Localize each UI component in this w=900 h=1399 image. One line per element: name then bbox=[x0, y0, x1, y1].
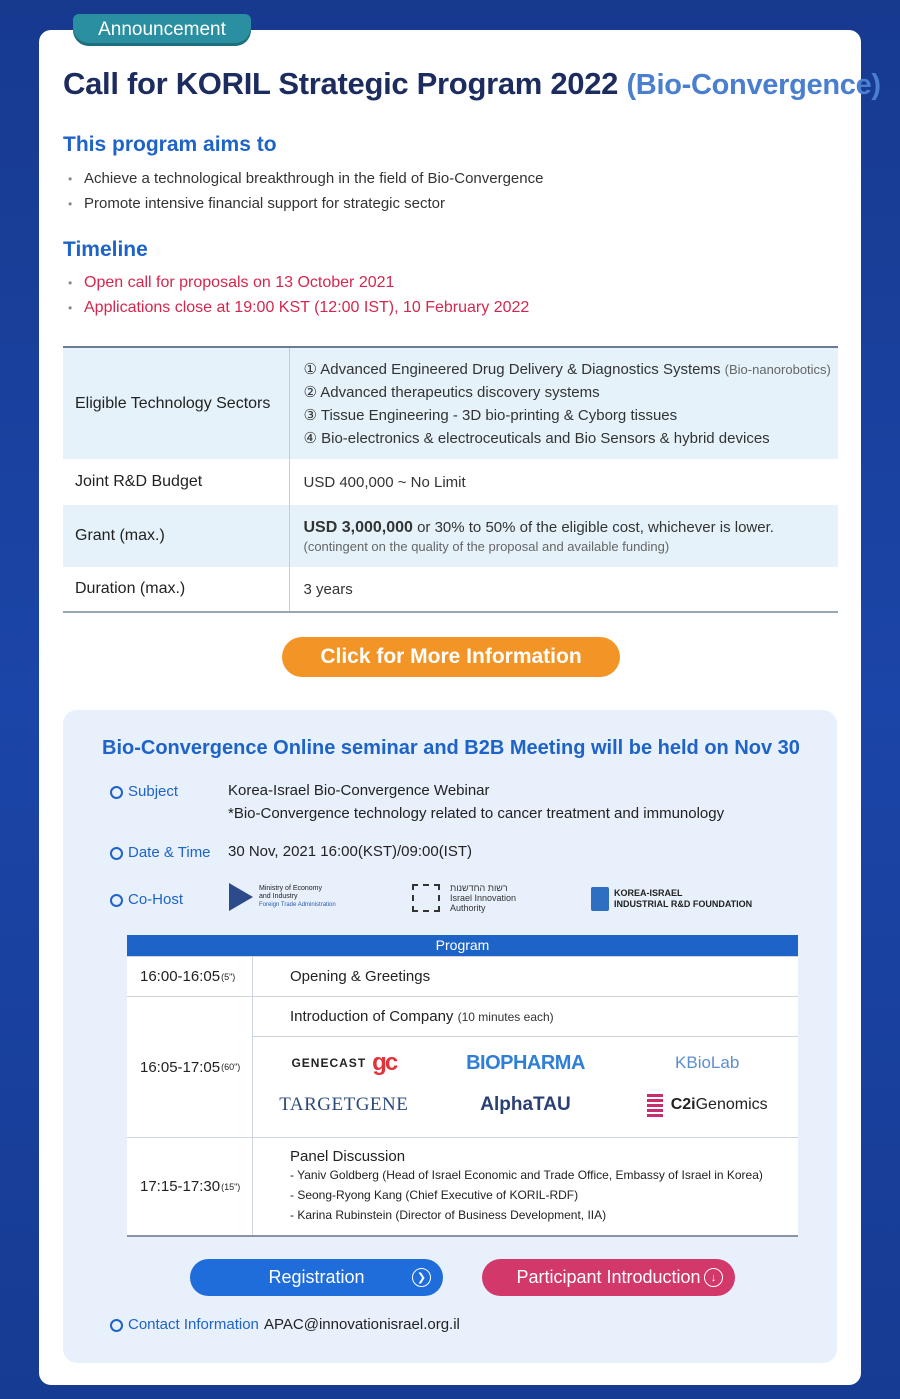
program-heading: Program bbox=[127, 935, 798, 956]
sector-text: ① Advanced Engineered Drug Delivery & Diagnostics Systems bbox=[303, 360, 721, 378]
c2i-logo-icon bbox=[647, 1093, 663, 1117]
koril-line: KOREA-ISRAEL bbox=[614, 888, 683, 898]
time-duration: (60") bbox=[221, 1062, 241, 1072]
time-text: 16:00-16:05 bbox=[140, 968, 221, 985]
program-item: Opening & Greetings bbox=[290, 968, 431, 985]
genecast-mark: gc bbox=[372, 1049, 397, 1076]
intro-title bbox=[290, 997, 798, 1036]
mote-line: and Industry bbox=[259, 893, 298, 900]
c2i-bold: C2i bbox=[670, 1096, 696, 1113]
c2i-logo bbox=[616, 1091, 798, 1119]
participant-label: Participant Introduction bbox=[516, 1267, 701, 1287]
iia-logo bbox=[412, 883, 516, 913]
program-item bbox=[253, 997, 798, 1137]
subject-line: Korea-Israel Bio-Convergence Webinar bbox=[228, 782, 490, 799]
kbiolab-logo: KBioLab bbox=[675, 1053, 740, 1072]
sector-item: ③ Tissue Engineering - 3D bio-printing & Cyborg tissues bbox=[303, 406, 678, 424]
contact-email[interactable]: APAC@innovationisrael.org.il bbox=[264, 1316, 460, 1333]
mote-logo-text bbox=[259, 885, 336, 909]
contact-label: Contact Information bbox=[110, 1316, 259, 1333]
c2i-rest: Genomics bbox=[695, 1096, 768, 1113]
alphatau-logo: AlphaTAU bbox=[480, 1094, 571, 1115]
program-row bbox=[127, 956, 798, 996]
mote-line: Foreign Trade Administration bbox=[259, 902, 336, 908]
grant-label: Grant (max.) bbox=[63, 505, 289, 567]
timeline-item: • Open call for proposals on 13 October 2021 bbox=[68, 271, 529, 296]
grant-amount: USD 3,000,000 bbox=[303, 518, 413, 536]
registration-button[interactable] bbox=[190, 1259, 443, 1296]
genecast-text: GENECAST bbox=[291, 1056, 367, 1070]
subject-line: *Bio-Convergence technology related to cancer treatment and immunology bbox=[228, 805, 725, 822]
cohost-label: Co-Host bbox=[110, 891, 183, 908]
budget-row bbox=[63, 459, 838, 505]
timeline-list bbox=[68, 271, 529, 320]
iia-logo-text bbox=[450, 883, 516, 913]
sector-item: ④ Bio-electronics & electroceuticals and Bio Sensors & hybrid devices bbox=[303, 429, 770, 447]
aims-list bbox=[68, 167, 543, 216]
program-time bbox=[127, 997, 253, 1137]
subject-value bbox=[228, 779, 724, 825]
chevron-right-icon: ❯ bbox=[412, 1268, 431, 1287]
biopharma-logo: BIOPHARMA bbox=[466, 1051, 585, 1074]
seminar-title: Bio-Convergence Online seminar and B2B Meeting will be held on Nov 30 bbox=[102, 737, 800, 759]
more-info-button[interactable]: Click for More Information bbox=[282, 637, 620, 677]
program-row bbox=[127, 1137, 798, 1235]
intro-note: (10 minutes each) bbox=[457, 1009, 554, 1024]
mote-line: Ministry of Economy bbox=[259, 885, 323, 892]
program-table bbox=[127, 935, 798, 1237]
company-logos bbox=[253, 1036, 798, 1131]
panelist: - Yaniv Goldberg (Head of Israel Economic and Trade Office, Embassy of Israel in Korea) bbox=[290, 1168, 763, 1182]
time-duration: (5") bbox=[221, 971, 236, 982]
title-main: Call for KORIL Strategic Program 2022 bbox=[63, 66, 619, 101]
aims-heading: This program aims to bbox=[63, 133, 277, 156]
duration-row bbox=[63, 567, 838, 612]
timeline-heading: Timeline bbox=[63, 238, 148, 261]
grant-rest: or 30% to 50% of the eligible cost, whichever is lower. bbox=[412, 518, 774, 536]
iia-line: Authority bbox=[450, 903, 486, 913]
arrow-down-icon: ↓ bbox=[704, 1268, 723, 1287]
budget-label: Joint R&D Budget bbox=[63, 459, 289, 505]
program-time bbox=[127, 1138, 253, 1235]
koril-line: INDUSTRIAL R&D FOUNDATION bbox=[614, 899, 753, 909]
koril-logo-icon bbox=[591, 887, 609, 911]
sector-item: ② Advanced therapeutics discovery systems bbox=[303, 383, 600, 401]
participant-introduction-button[interactable] bbox=[482, 1259, 735, 1296]
sectors-row bbox=[63, 347, 838, 459]
sector-item bbox=[304, 358, 839, 381]
sectors-value bbox=[289, 347, 838, 459]
duration-label: Duration (max.) bbox=[63, 567, 289, 612]
time-duration: (15") bbox=[221, 1181, 241, 1192]
panelist-list bbox=[290, 1165, 798, 1225]
iia-logo-icon bbox=[412, 884, 440, 912]
budget-value: USD 400,000 ~ No Limit bbox=[303, 473, 466, 491]
aims-item: • Promote intensive financial support for strategic sector bbox=[68, 192, 543, 217]
aims-item: • Achieve a technological breakthrough in the field of Bio-Convergence bbox=[68, 167, 543, 192]
date-value: 30 Nov, 2021 16:00(KST)/09:00(IST) bbox=[228, 843, 473, 860]
grant-value bbox=[289, 505, 838, 567]
sector-note: (Bio-nanorobotics) bbox=[724, 361, 831, 377]
program-time bbox=[127, 957, 253, 996]
announcement-tag: Announcement bbox=[73, 14, 251, 46]
program-row bbox=[127, 996, 798, 1137]
panelist: - Karina Rubinstein (Director of Business Development, IIA) bbox=[290, 1208, 607, 1222]
registration-label: Registration bbox=[268, 1267, 365, 1287]
program-item bbox=[253, 1138, 798, 1235]
time-text: 16:05-17:05 bbox=[140, 1058, 221, 1076]
sectors-label: Eligible Technology Sectors bbox=[63, 347, 289, 459]
mote-logo-icon bbox=[229, 883, 253, 911]
koril-logo-text bbox=[614, 888, 752, 910]
intro-title-text: Introduction of Company bbox=[290, 1008, 454, 1025]
iia-line: Israel Innovation bbox=[450, 893, 517, 903]
iia-line: רשות החדשנות bbox=[450, 883, 508, 893]
duration-value: 3 years bbox=[303, 580, 353, 598]
targetgene-logo: TARGETGENE bbox=[279, 1094, 409, 1115]
genecast-logo bbox=[253, 1049, 435, 1077]
panelist: - Seong-Ryong Kang (Chief Executive of KORIL-RDF) bbox=[290, 1188, 579, 1202]
subject-label: Subject bbox=[110, 783, 178, 800]
grant-row bbox=[63, 505, 838, 567]
mote-logo bbox=[229, 883, 336, 911]
page-title bbox=[63, 66, 881, 102]
timeline-item: • Applications close at 19:00 KST (12:00 IST), 10 February 2022 bbox=[68, 296, 529, 321]
title-sub: (Bio-Convergence) bbox=[626, 69, 881, 101]
koril-logo bbox=[591, 887, 752, 911]
program-info-table bbox=[63, 346, 838, 613]
panel-title: Panel Discussion bbox=[290, 1148, 406, 1165]
grant-note: (contingent on the quality of the proposal and available funding) bbox=[303, 538, 670, 554]
date-label: Date & Time bbox=[110, 844, 211, 861]
time-text: 17:15-17:30 bbox=[140, 1178, 221, 1195]
